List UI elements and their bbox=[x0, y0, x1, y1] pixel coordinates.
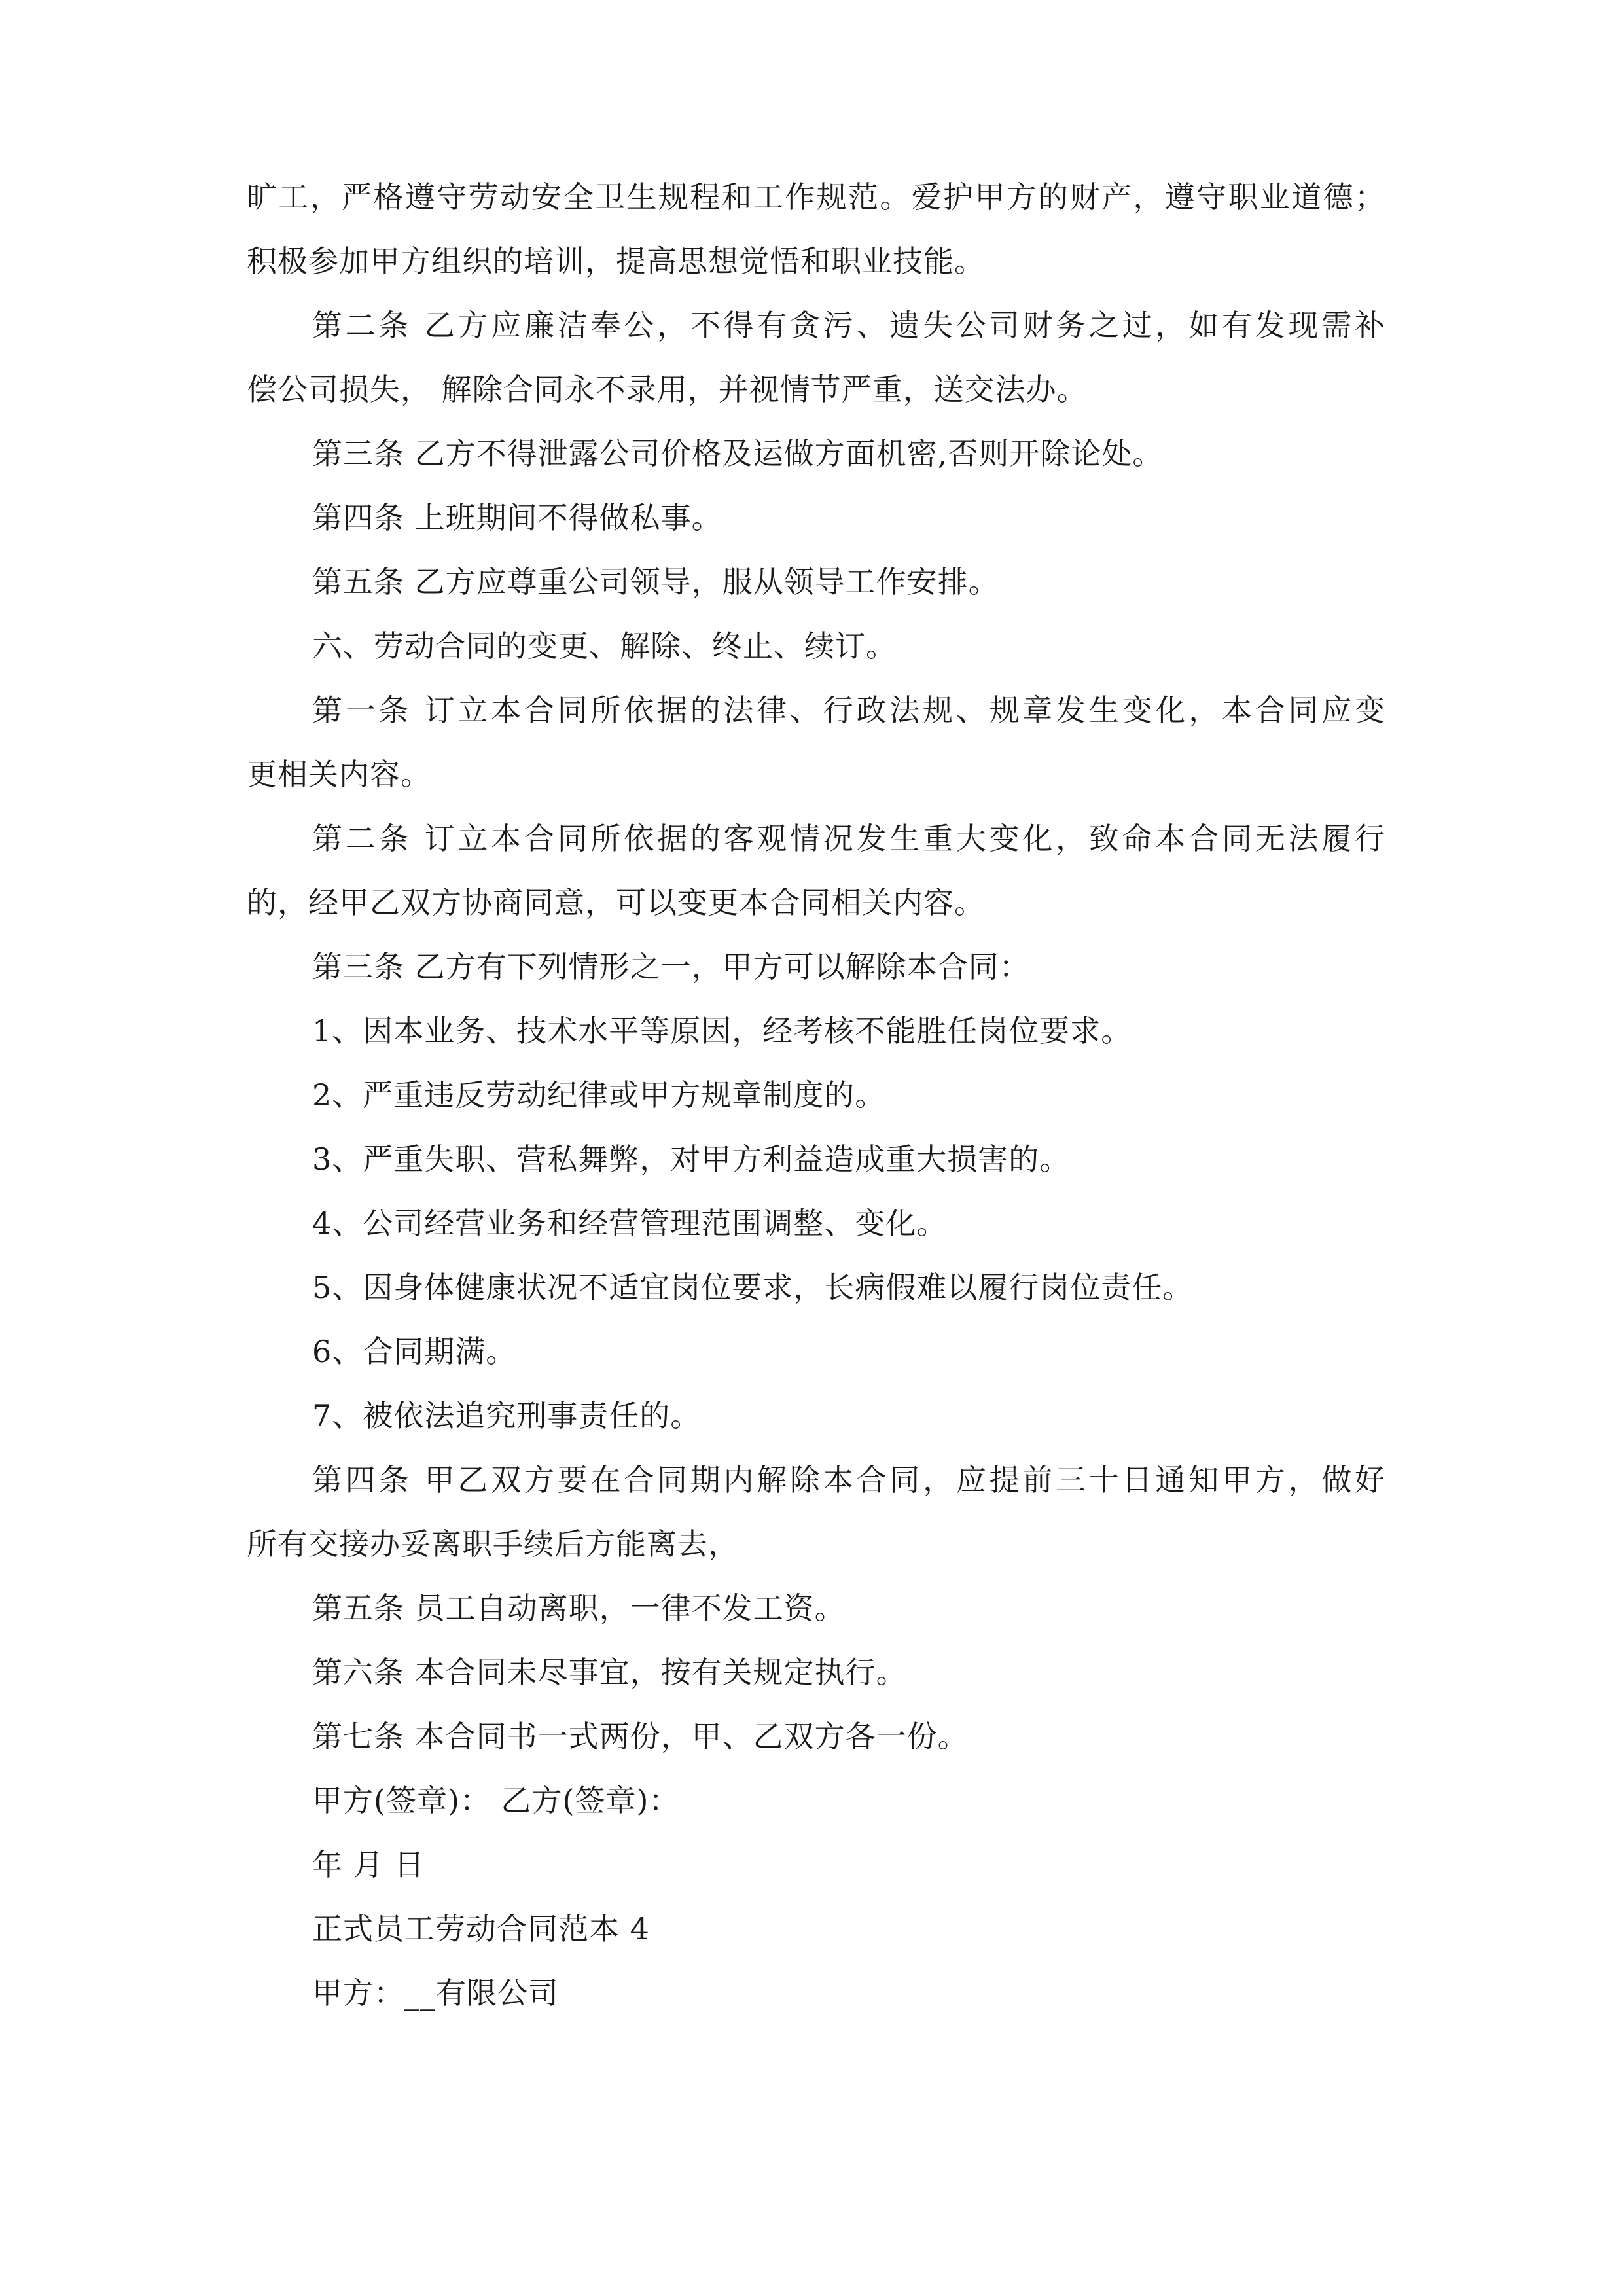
text-line: 第三条 乙方不得泄露公司价格及运做方面机密,否则开除论处。 bbox=[312, 436, 1164, 471]
text-line: 的，经甲乙双方协商同意，可以变更本合同相关内容。 bbox=[247, 885, 985, 920]
text-line: 年 月 日 bbox=[312, 1847, 425, 1882]
text-line: 5、因身体健康状况不适宜岗位要求，长病假难以履行岗位责任。 bbox=[312, 1270, 1194, 1305]
text-line: 第四条 上班期间不得做私事。 bbox=[312, 500, 722, 535]
text-line: 第六条 本合同未尽事宜，按有关规定执行。 bbox=[312, 1655, 907, 1690]
text-line: 六、劳动合同的变更、解除、终止、续订。 bbox=[312, 628, 897, 664]
text-line: 积极参加甲方组织的培训，提高思想觉悟和职业技能。 bbox=[247, 243, 985, 279]
text-line: 甲方(签章)： 乙方(签章)： bbox=[312, 1783, 680, 1818]
text-line: 4、公司经营业务和经营管理范围调整、变化。 bbox=[312, 1206, 948, 1241]
text-line: 第五条 乙方应尊重公司领导，服从领导工作安排。 bbox=[312, 564, 999, 600]
text-line: 1、因本业务、技术水平等原因，经考核不能胜任岗位要求。 bbox=[312, 1013, 1132, 1049]
text-line: 第七条 本合同书一式两份，甲、乙双方各一份。 bbox=[312, 1719, 969, 1754]
text-line: 更相关内容。 bbox=[247, 757, 431, 792]
text-line: 6、合同期满。 bbox=[312, 1334, 517, 1369]
text-line: 第五条 员工自动离职，一律不发工资。 bbox=[312, 1590, 846, 1626]
text-line: 所有交接办妥离职手续后方能离去， bbox=[247, 1526, 739, 1562]
document-body bbox=[247, 165, 1385, 2025]
text-line: 2、严重违反劳动纪律或甲方规章制度的。 bbox=[312, 1077, 886, 1113]
text-line: 第三条 乙方有下列情形之一，甲方可以解除本合同： bbox=[312, 949, 1030, 984]
text-line: 偿公司损失， 解除合同永不录用，并视情节严重，送交法办。 bbox=[247, 372, 1088, 407]
text-line: 第二条 订立本合同所依据的客观情况发生重大变化，致命本合同无法履行 bbox=[312, 821, 1385, 856]
text-line: 第一条 订立本合同所依据的法律、行政法规、规章发生变化，本合同应变 bbox=[312, 692, 1385, 728]
text-line: 3、严重失职、营私舞弊，对甲方利益造成重大损害的。 bbox=[312, 1141, 1071, 1177]
text-line: 7、被依法追究刑事责任的。 bbox=[312, 1398, 702, 1433]
text-line: 旷工，严格遵守劳动安全卫生规程和工作规范。爱护甲方的财产，遵守职业道德； bbox=[247, 179, 1385, 215]
text-line: 正式员工劳动合同范本 4 bbox=[312, 1911, 650, 1946]
text-line: 甲方：__有限公司 bbox=[312, 1975, 559, 2011]
text-line: 第二条 乙方应廉洁奉公，不得有贪污、遗失公司财务之过，如有发现需补 bbox=[312, 308, 1385, 343]
text-line: 第四条 甲乙双方要在合同期内解除本合同，应提前三十日通知甲方，做好 bbox=[312, 1462, 1385, 1498]
